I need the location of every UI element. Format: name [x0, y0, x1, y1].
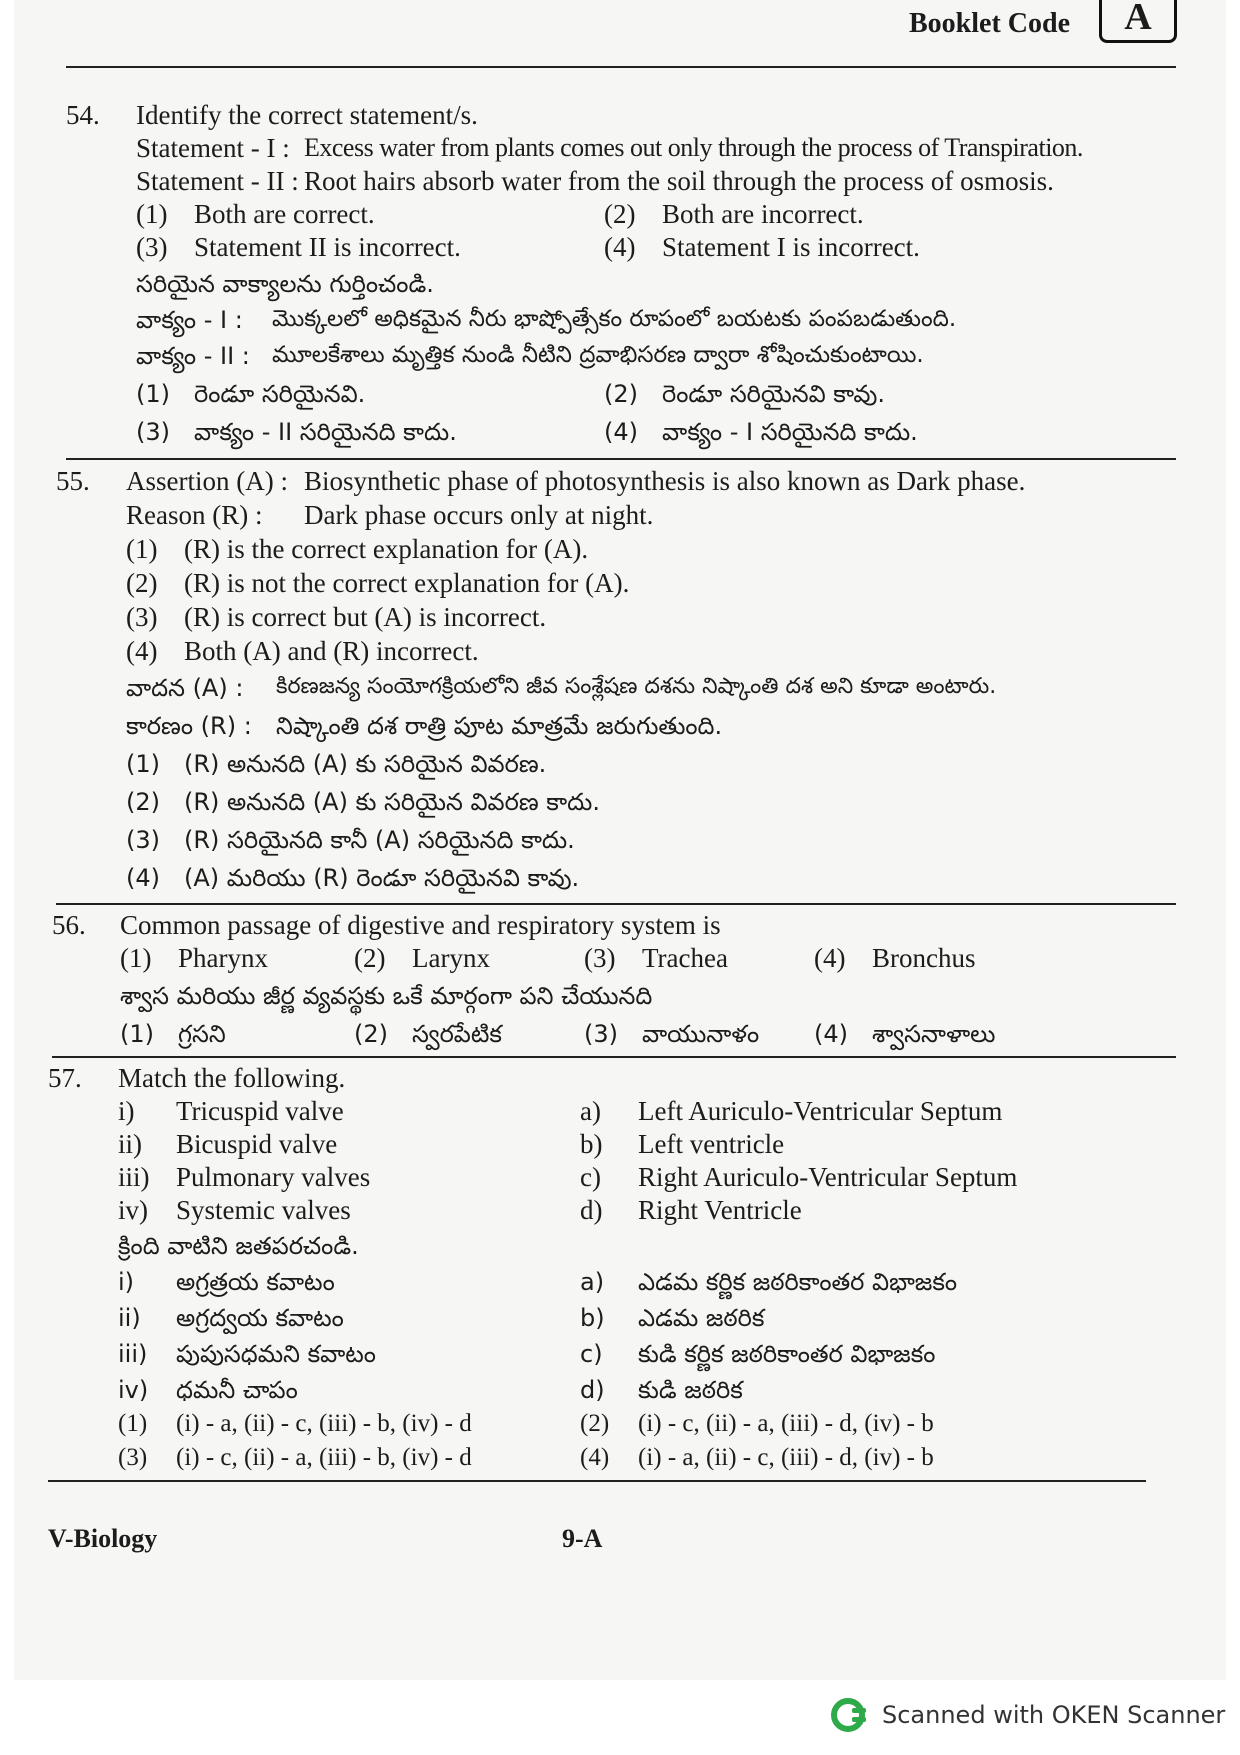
- q57-prompt: Match the following.: [118, 1063, 346, 1093]
- q57-right-b-num: b): [580, 1129, 603, 1159]
- q56-te-option-3-num: (3): [584, 1020, 618, 1048]
- q57-option-2-text: (i) - c, (ii) - a, (iii) - d, (iv) - b: [638, 1410, 934, 1437]
- divider-q55-q56: [56, 903, 1176, 905]
- q55-te-reason-text: నిష్కాంతి దశ రాత్రి పూట మాత్రమే జరుగుతుంది.: [276, 712, 723, 740]
- q54-prompt: Identify the correct statement/s.: [136, 100, 478, 130]
- q55-te-reason-label: కారణం (R) :: [126, 712, 252, 740]
- q56-te-option-4-text: శ్వాసనాళాలు: [872, 1020, 996, 1048]
- q54-option-2-num: (2): [604, 199, 636, 229]
- q56-option-2-num: (2): [354, 943, 386, 973]
- q55-option-4-num: (4): [126, 636, 158, 666]
- q57-right-a-num: a): [580, 1096, 601, 1126]
- q57-left-3-text: Pulmonary valves: [176, 1162, 371, 1192]
- q55-te-option-2-num: (2): [126, 788, 160, 816]
- q57-option-1-text: (i) - a, (ii) - c, (iii) - b, (iv) - d: [176, 1410, 472, 1437]
- q54-te-option-1-text: రెండూ సరియైనవి.: [194, 380, 366, 408]
- q57-left-2-num: ii): [118, 1129, 142, 1159]
- q57-option-3-num: (3): [118, 1444, 148, 1471]
- q55-te-assertion-text: కిరణజన్య సంయోగక్రియలోని జీవ సంశ్లేషణ దశను నిష్కాంతి దశ అని కూడా అంటారు.: [276, 674, 997, 699]
- q57-te-prompt: క్రింది వాటిని జతపరచండి.: [118, 1232, 359, 1260]
- q54-number: 54.: [66, 100, 100, 130]
- q54-s2-label: Statement - II :: [136, 166, 299, 196]
- q54-te-option-4-text: వాక్యం - I సరియైనది కాదు.: [662, 418, 918, 446]
- q57-te-right-a-text: ఎడమ కర్ణిక జఠరికాంతర విభాజకం: [638, 1268, 958, 1296]
- q54-te-option-3-num: (3): [136, 418, 170, 446]
- q55-option-1-text: (R) is the correct explanation for (A).: [184, 534, 589, 564]
- q57-te-left-3-num: iii): [118, 1340, 148, 1368]
- scanner-logo-icon: [830, 1695, 870, 1735]
- divider-q54-q55: [66, 458, 1176, 460]
- q55-te-option-1-num: (1): [126, 750, 160, 778]
- q57-option-1-num: (1): [118, 1410, 148, 1437]
- q54-te-option-2-num: (2): [604, 380, 638, 408]
- q56-te-option-1-num: (1): [120, 1020, 154, 1048]
- q54-option-2-text: Both are incorrect.: [662, 199, 864, 229]
- q57-te-right-a-num: a): [580, 1268, 605, 1296]
- q55-te-option-3-num: (3): [126, 826, 160, 854]
- q57-option-3-text: (i) - c, (ii) - a, (iii) - b, (iv) - d: [176, 1444, 472, 1471]
- q57-left-4-text: Systemic valves: [176, 1195, 351, 1225]
- q55-number: 55.: [56, 466, 90, 496]
- q55-te-assertion-label: వాదన (A) :: [126, 674, 244, 702]
- scanner-text: Scanned with OKEN Scanner: [882, 1701, 1226, 1729]
- q54-te-option-1-num: (1): [136, 380, 170, 408]
- q57-te-right-c-num: c): [580, 1340, 603, 1368]
- q54-option-1-text: Both are correct.: [194, 199, 375, 229]
- q57-te-right-b-text: ఎడమ జఠరిక: [638, 1304, 765, 1332]
- q55-te-option-2-text: (R) అనునది (A) కు సరియైన వివరణ కాదు.: [184, 788, 600, 816]
- q57-right-c-text: Right Auriculo-Ventricular Septum: [638, 1162, 1018, 1192]
- q54-te-s2-text: మూలకేశాలు మృత్తిక నుండి నీటిని ద్రవాభిసరణ ద్వారా శోషించుకుంటాయి.: [272, 342, 924, 368]
- q54-option-3-text: Statement II is incorrect.: [194, 232, 461, 262]
- q55-option-4-text: Both (A) and (R) incorrect.: [184, 636, 479, 666]
- q54-te-s2-label: వాక్యం - II :: [136, 342, 250, 370]
- q57-te-left-2-num: ii): [118, 1304, 141, 1332]
- q56-te-option-4-num: (4): [814, 1020, 848, 1048]
- q57-right-a-text: Left Auriculo-Ventricular Septum: [638, 1096, 1003, 1126]
- q55-assertion-text: Biosynthetic phase of photosynthesis is also known as Dark phase.: [304, 466, 1026, 496]
- q56-option-2-text: Larynx: [412, 943, 490, 973]
- divider-q56-q57: [52, 1056, 1176, 1058]
- q54-te-option-2-text: రెండూ సరియైనవి కావు.: [662, 380, 885, 408]
- q57-te-left-1-text: అగ్రత్రయ కవాటం: [176, 1268, 335, 1296]
- q57-left-3-num: iii): [118, 1162, 150, 1192]
- q55-assertion-label: Assertion (A) :: [126, 466, 288, 496]
- q54-s1-label: Statement - I :: [136, 133, 290, 163]
- q56-te-prompt: శ్వాస మరియు జీర్ణ వ్యవస్థకు ఒకే మార్గంగా పని చేయునది: [120, 982, 653, 1010]
- exam-page: [14, 0, 1226, 1680]
- booklet-code-box: A: [1099, 0, 1177, 43]
- header-rule: [66, 66, 1176, 68]
- q55-te-option-4-num: (4): [126, 864, 160, 892]
- q54-option-3-num: (3): [136, 232, 168, 262]
- q57-option-2-num: (2): [580, 1410, 610, 1437]
- q56-option-3-text: Trachea: [642, 943, 728, 973]
- q54-te-option-4-num: (4): [604, 418, 638, 446]
- q57-option-4-num: (4): [580, 1444, 610, 1471]
- q56-number: 56.: [52, 910, 86, 940]
- q55-reason-label: Reason (R) :: [126, 500, 263, 530]
- q54-s1-text: Excess water from plants comes out only through the process of Transpiration.: [304, 133, 1083, 162]
- q57-left-1-num: i): [118, 1096, 135, 1126]
- q57-te-right-b-num: b): [580, 1304, 605, 1332]
- q57-te-right-c-text: కుడి కర్ణిక జఠరికాంతర విభాజకం: [638, 1340, 936, 1368]
- q57-left-1-text: Tricuspid valve: [176, 1096, 344, 1126]
- q57-option-4-text: (i) - a, (ii) - c, (iii) - d, (iv) - b: [638, 1444, 934, 1471]
- q54-option-4-num: (4): [604, 232, 636, 262]
- q56-option-1-text: Pharynx: [178, 943, 268, 973]
- q54-te-s1-label: వాక్యం - I :: [136, 306, 243, 334]
- q57-left-4-num: iv): [118, 1195, 148, 1225]
- scanner-watermark: [830, 1695, 1225, 1735]
- q55-option-3-num: (3): [126, 602, 158, 632]
- q57-te-right-d-num: d): [580, 1376, 605, 1404]
- footer-subject: V-Biology: [48, 1524, 158, 1553]
- q57-number: 57.: [48, 1063, 82, 1093]
- q54-s2-text: Root hairs absorb water from the soil through the process of osmosis.: [304, 166, 1054, 196]
- q54-option-1-num: (1): [136, 199, 168, 229]
- q57-te-left-3-text: పుపుసధమని కవాటం: [176, 1340, 376, 1368]
- q54-te-prompt: సరియైన వాక్యాలను గుర్తించండి.: [136, 270, 434, 298]
- q57-right-b-text: Left ventricle: [638, 1129, 785, 1159]
- q55-te-option-1-text: (R) అనునది (A) కు సరియైన వివరణ.: [184, 750, 547, 778]
- q57-right-d-num: d): [580, 1195, 603, 1225]
- q57-te-right-d-text: కుడి జఠరిక: [638, 1376, 743, 1404]
- q55-te-option-3-text: (R) సరియైనది కానీ (A) సరియైనది కాదు.: [184, 826, 575, 854]
- q55-option-1-num: (1): [126, 534, 158, 564]
- booklet-code-label: Booklet Code: [909, 8, 1070, 39]
- q57-te-left-2-text: అగ్రద్వయ కవాటం: [176, 1304, 344, 1332]
- q54-option-4-text: Statement I is incorrect.: [662, 232, 920, 262]
- q55-option-2-text: (R) is not the correct explanation for (A).: [184, 568, 630, 598]
- q56-te-option-3-text: వాయునాళం: [642, 1020, 760, 1048]
- q56-option-1-num: (1): [120, 943, 152, 973]
- q56-te-option-2-num: (2): [354, 1020, 388, 1048]
- q54-te-option-3-text: వాక్యం - II సరియైనది కాదు.: [194, 418, 457, 446]
- footer-page-number: 9-A: [562, 1524, 603, 1553]
- divider-q57-end: [48, 1480, 1146, 1482]
- q56-option-4-num: (4): [814, 943, 846, 973]
- q55-te-option-4-text: (A) మరియు (R) రెండూ సరియైనవి కావు.: [184, 864, 580, 892]
- q56-prompt: Common passage of digestive and respiratory system is: [120, 910, 721, 940]
- q57-right-c-num: c): [580, 1162, 601, 1192]
- q57-te-left-1-num: i): [118, 1268, 135, 1296]
- q57-left-2-text: Bicuspid valve: [176, 1129, 338, 1159]
- q55-reason-text: Dark phase occurs only at night.: [304, 500, 654, 530]
- q54-te-s1-text: మొక్కలలో అధికమైన నీరు భాష్పోత్సేకం రూపంలో బయటకు పంపబడుతుంది.: [272, 306, 957, 332]
- q56-te-option-2-text: స్వరపేటిక: [412, 1020, 502, 1048]
- q57-right-d-text: Right Ventricle: [638, 1195, 802, 1225]
- q56-te-option-1-text: గ్రసని: [178, 1020, 226, 1048]
- q57-te-left-4-text: ధమనీ చాపం: [176, 1376, 298, 1404]
- q55-option-3-text: (R) is correct but (A) is incorrect.: [184, 602, 547, 632]
- q57-te-left-4-num: iv): [118, 1376, 149, 1404]
- q55-option-2-num: (2): [126, 568, 158, 598]
- q56-option-4-text: Bronchus: [872, 943, 976, 973]
- q56-option-3-num: (3): [584, 943, 616, 973]
